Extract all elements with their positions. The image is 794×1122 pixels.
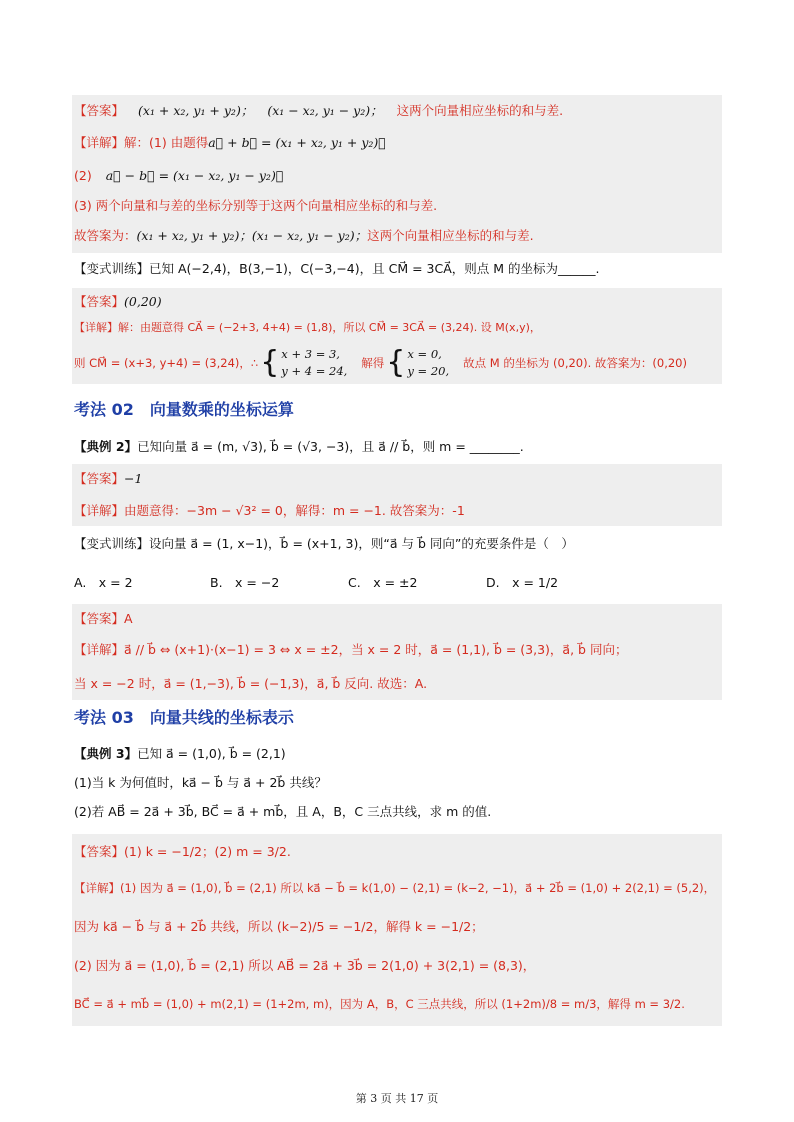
answer-diff: (x₁ − x₂, y₁ − y₂)； [267, 103, 383, 118]
equation-system-2 [407, 346, 449, 380]
detail-math: a⃗ − b⃗ = (x₁ − x₂, y₁ − y₂)； [105, 167, 284, 183]
detail-text: 解：由题意得 CA⃗ = (−2+3, 4+4) = (1,8)，所以 CM⃗ = 3CA⃗ = (3,24). 设 M(x,y)， [118, 321, 541, 334]
detail-text: 解：(1) 由题得 [124, 135, 209, 150]
block1-detail-line2 [74, 163, 720, 187]
variant-text: 已知 A(−2,4)，B(3,−1)，C(−3,−4)，且 CM⃗ = 3CA⃗，则点 M 的坐标为______. [149, 261, 600, 276]
variant-label: 【变式训练】 [74, 261, 150, 276]
option-c: C. x = ±2 [348, 575, 418, 590]
variant1-question [74, 256, 720, 280]
variant2-question [74, 531, 720, 555]
detail-text: (2) [74, 167, 92, 183]
detail-label: 【详解】 [74, 642, 125, 657]
answer-sum: (x₁ + x₂, y₁ + y₂)； [138, 103, 254, 118]
variant2-answer-line [74, 607, 720, 629]
detail-text: a⃗ // b⃗ ⇔ (x+1)·(x−1) = 3 ⇔ x = ±2，当 x = 2 时，a⃗ = (1,1), b⃗ = (3,3)，a⃗, b⃗ 同向； [124, 642, 628, 657]
system-row: x + 3 = 3, [281, 347, 340, 361]
page-footer: 第 3 页 共 17 页 [355, 1092, 439, 1105]
detail-text: 当 x = −2 时，a⃗ = (1,−3), b⃗ = (−1,3)，a⃗, b⃗ 反向. 故选：A. [74, 676, 428, 691]
variant2-detail-line2 [74, 671, 720, 695]
detail-label: 【详解】 [74, 135, 125, 150]
example-label: 【典例 3】 [74, 746, 138, 761]
example-text: 已知 a⃗ = (1,0), b⃗ = (2,1) [137, 746, 286, 761]
system-brace-2: { [386, 345, 406, 380]
answer-label: 【答案】 [74, 611, 125, 626]
answer-value: −1 [124, 470, 143, 486]
section-title-2: 考法 02 向量数乘的坐标运算 [74, 400, 294, 419]
detail-text: 由题意得：−3m − √3² = 0，解得：m = −1. 故答案为：-1 [124, 503, 465, 518]
answer-value: (1) k = −1/2；(2) m = 3/2. [124, 844, 291, 859]
block1-answer-line [74, 98, 720, 122]
equation-system-1 [281, 346, 347, 380]
detail-text: (1) 因为 a⃗ = (1,0), b⃗ = (2,1) 所以 ka⃗ − b⃗ = k(1,0) − (2,1) = (k−2, −1)，a⃗ + 2b⃗ = (1,0) + 2(2,1) = (5,2)， [120, 881, 716, 895]
variant-label: 【变式训练】 [74, 536, 150, 551]
variant1-answer-line [74, 290, 720, 312]
option-b: B. x = −2 [210, 575, 280, 590]
variant1-detail-line2 [74, 343, 720, 383]
variant2-detail-line1 [74, 637, 720, 661]
answer-label: 【答案】 [74, 844, 125, 859]
variant1-detail-line1 [74, 316, 720, 338]
system-row: y + 4 = 24, [281, 364, 348, 378]
question-part: (1)当 k 为何值时，ka⃗ − b⃗ 与 a⃗ + 2b⃗ 共线？ [74, 775, 327, 790]
example3-detail-line3 [74, 953, 720, 977]
detail-text: 故答案为： [74, 228, 137, 243]
answer-label: 【答案】 [74, 103, 125, 118]
block1-detail-line3 [74, 194, 720, 216]
detail-text: 这两个向量相应坐标的和与差. [367, 228, 534, 243]
detail-text: (3) 两个向量和与差的坐标分别等于这两个向量相应坐标的和与差. [74, 198, 438, 213]
system-row: y = 20, [407, 364, 450, 378]
system-row: x = 0, [407, 347, 442, 361]
example3-q2 [74, 799, 720, 823]
detail-text: 则 CM⃗ = (x+3, y+4) = (3,24)，∴ [74, 356, 259, 370]
example-text: 已知向量 a⃗ = (m, √3), b⃗ = (√3, −3)，且 a⃗ // b⃗，则 m = ________. [137, 439, 524, 454]
example3-detail-line4 [74, 990, 720, 1018]
detail-text: 故点 M 的坐标为 (0,20). 故答案为：(0,20) [463, 356, 687, 370]
answer-value: A [124, 610, 133, 626]
detail-text: 解得 [361, 356, 385, 370]
example3-q1 [74, 770, 720, 794]
question-part: (2)若 AB⃗ = 2a⃗ + 3b⃗, BC⃗ = a⃗ + mb⃗，且 A，B，C 三点共线，求 m 的值. [74, 804, 492, 819]
detail-text: (2) 因为 a⃗ = (1,0), b⃗ = (2,1) 所以 AB⃗ = 2a⃗ + 3b⃗ = 2(1,0) + 3(2,1) = (8,3)， [74, 958, 536, 973]
block1-detail-line4 [74, 223, 720, 247]
detail-label: 【详解】 [74, 881, 120, 895]
section-title-3: 考法 03 向量共线的坐标表示 [74, 708, 294, 727]
example3-question [74, 741, 720, 765]
detail-text: BC⃗ = a⃗ + mb⃗ = (1,0) + m(2,1) = (1+2m, m)，因为 A，B，C 三点共线，所以 (1+2m)/8 = m/3，解得 m = 3/2. [74, 997, 685, 1011]
block1-detail-line1 [74, 130, 720, 154]
detail-label: 【详解】 [74, 503, 125, 518]
example2-detail-line [74, 498, 720, 522]
example3-detail-line2 [74, 912, 720, 940]
example3-answer-line [74, 838, 720, 864]
example2-answer-line [74, 467, 720, 489]
detail-math: (x₁ + x₂, y₁ + y₂)；(x₁ − x₂, y₁ − y₂)； [136, 228, 368, 243]
answer-label: 【答案】 [74, 294, 125, 309]
answer-label: 【答案】 [74, 471, 125, 486]
example3-detail-line1 [74, 876, 720, 900]
system-brace-1: { [260, 345, 280, 380]
option-a: A. x = 2 [74, 575, 133, 590]
example-label: 【典例 2】 [74, 439, 138, 454]
answer-value: (0,20) [124, 293, 162, 309]
variant-text: 设向量 a⃗ = (1, x−1)，b⃗ = (x+1, 3)，则“a⃗ 与 b⃗ 同向”的充要条件是（ ） [149, 536, 574, 551]
answer-text: 这两个向量相应坐标的和与差. [396, 103, 564, 118]
option-d: D. x = 1/2 [486, 575, 559, 590]
example2-question [74, 434, 720, 458]
detail-math: a⃗ + b⃗ = (x₁ + x₂, y₁ + y₂)； [208, 134, 386, 150]
detail-label: 【详解】 [74, 321, 118, 334]
detail-text: 因为 ka⃗ − b⃗ 与 a⃗ + 2b⃗ 共线，所以 (k−2)/5 = −1/2，解得 k = −1/2； [74, 919, 484, 934]
